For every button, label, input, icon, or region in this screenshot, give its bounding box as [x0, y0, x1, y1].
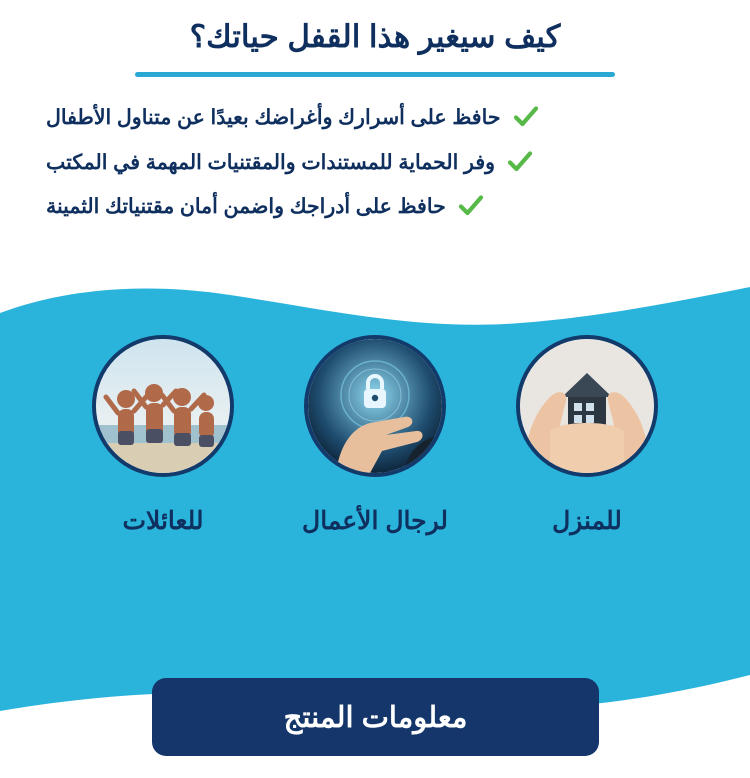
check-icon: [458, 193, 484, 219]
list-item-label: حافظ على أدراجك واضمن أمان مقتنياتك الثمينة: [46, 195, 446, 219]
benefits-list: [0, 103, 750, 221]
page-title: كيف سيغير هذا القفل حياتك؟: [189, 19, 561, 54]
check-icon: [513, 104, 539, 130]
card-business[interactable]: [295, 335, 455, 539]
family-beach-photo: [92, 335, 234, 477]
card-label: للمنزل: [552, 507, 622, 535]
product-info-button[interactable]: [152, 678, 599, 756]
card-label: للعائلات: [122, 507, 204, 535]
list-item: [46, 192, 704, 221]
check-icon: [507, 149, 533, 175]
card-home[interactable]: [507, 335, 667, 539]
list-item: [46, 148, 704, 177]
audience-cards: [0, 335, 750, 539]
audience-panel: [0, 283, 750, 713]
hands-holding-house-photo: [516, 335, 658, 477]
card-families[interactable]: [83, 335, 243, 539]
card-label: لرجال الأعمال: [302, 507, 448, 535]
heading-block: [0, 0, 750, 77]
title-underline: [135, 72, 615, 77]
list-item: [46, 103, 704, 132]
product-info-label: معلومات المنتج: [283, 701, 468, 734]
list-item-label: حافظ على أسرارك وأغراضك بعيدًا عن متناول الأطفال: [46, 105, 501, 129]
hand-holding-lock-photo: [304, 335, 446, 477]
list-item-label: وفر الحماية للمستندات والمقتنيات المهمة في المكتب: [46, 150, 496, 174]
